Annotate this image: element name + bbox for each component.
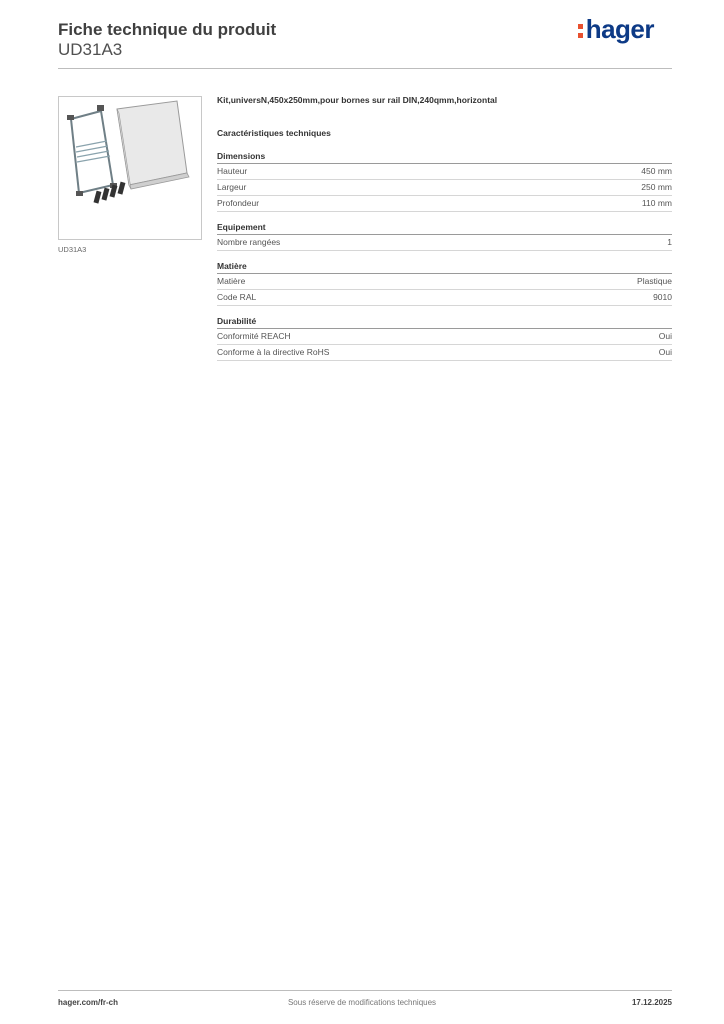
- spec-value: 1: [667, 237, 672, 247]
- section-title: Durabilité: [217, 316, 672, 329]
- spec-row: [217, 180, 672, 196]
- footer-divider: [58, 990, 672, 991]
- spec-value: 250 mm: [641, 182, 672, 192]
- footer-website-link[interactable]: hager.com/fr-ch: [58, 998, 119, 1007]
- spec-label: Code RAL: [217, 292, 257, 302]
- spec-value: 110 mm: [641, 198, 672, 208]
- footer-date: 17.12.2025: [631, 998, 672, 1007]
- section-durabilite: [217, 316, 672, 361]
- hager-logo: [578, 14, 654, 45]
- spec-row: [217, 235, 672, 251]
- spec-row: [217, 274, 672, 290]
- product-description: Kit,universN,450x250mm,pour bornes sur rail DIN,240qmm,horizontal: [217, 95, 498, 105]
- spec-label: Hauteur: [217, 166, 248, 176]
- logo-dots-icon: [578, 24, 583, 38]
- spec-label: Conformité REACH: [217, 331, 291, 341]
- section-title: Dimensions: [217, 151, 672, 164]
- spec-value: Oui: [658, 331, 672, 341]
- logo-text: hager: [585, 14, 654, 44]
- spec-row: [217, 196, 672, 212]
- spec-value: Plastique: [637, 276, 672, 286]
- footer-notice: Sous réserve de modifications techniques: [287, 998, 437, 1007]
- spec-value: 450 mm: [641, 166, 672, 176]
- spec-row: [217, 345, 672, 361]
- spec-row: [217, 329, 672, 345]
- spec-row: [217, 290, 672, 306]
- spec-row: [217, 164, 672, 180]
- section-dimensions: [217, 151, 672, 212]
- specifications: [217, 95, 672, 361]
- spec-label: Largeur: [217, 182, 247, 192]
- page-title: Fiche technique du produit: [58, 20, 277, 39]
- characteristics-heading: Caractéristiques techniques: [217, 128, 331, 138]
- section-title: Equipement: [217, 222, 672, 235]
- spec-value: 9010: [653, 292, 672, 302]
- image-caption: UD31A3: [58, 245, 87, 254]
- section-title: Matière: [217, 261, 672, 274]
- section-matiere: [217, 261, 672, 306]
- spec-label: Nombre rangées: [217, 237, 281, 247]
- spec-label: Matière: [217, 276, 246, 286]
- product-illustration-icon: [59, 97, 201, 239]
- header-divider: [58, 68, 672, 69]
- spec-label: Profondeur: [217, 198, 260, 208]
- product-reference: UD31A3: [58, 40, 123, 59]
- spec-label: Conforme à la directive RoHS: [217, 347, 330, 357]
- spec-value: Oui: [658, 347, 672, 357]
- section-equipement: [217, 222, 672, 251]
- product-image: [58, 96, 202, 240]
